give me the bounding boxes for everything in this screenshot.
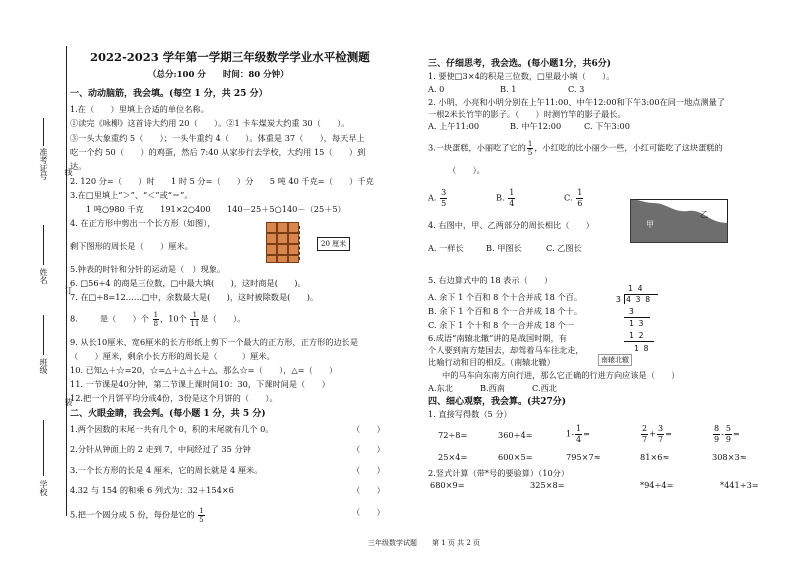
fraction-one-eighth: $\frac{1}{8}$ bbox=[153, 311, 159, 328]
choice-q5-opt-b[interactable]: B. 余下 1 个百和 8 个一合并成 18 个十。 bbox=[428, 306, 583, 316]
vertical-calc-item: *94÷4= bbox=[640, 480, 674, 490]
side-label-school: 学校 bbox=[39, 480, 48, 496]
calc-item: $\frac{2}{7}$ + $\frac{3}{7}$ = bbox=[642, 424, 672, 444]
judge-item-2: 2.分针从钟面上的 2 走到 7，中间经过了 35 分钟 bbox=[70, 444, 251, 454]
q1-6: 6. □56÷4 的商是三位数，□中最大填( )，这时商是( )。 bbox=[70, 278, 306, 288]
q1-7: 7. 在□÷8=12……□中，余数最大是( )，这时被除数是( )。 bbox=[70, 292, 319, 302]
choice-q5: 5. 右边算式中的 18 表示（ ） bbox=[428, 275, 553, 285]
vertical-calc-item: 680×9= bbox=[430, 480, 465, 490]
step-1: 3 bbox=[629, 307, 634, 316]
choice-q2-opt-c[interactable]: C. 下午3:00 bbox=[584, 121, 630, 131]
fraction-one-fifth: $\frac{1}{5}$ bbox=[527, 140, 533, 157]
q1-4b: 剩下图形的周长是（ ）厘米。 bbox=[70, 241, 193, 251]
judge-mark-5[interactable]: （ ） bbox=[352, 507, 385, 517]
section-3-heading: 三、仔细思考，我会选。(每小题1分，共6分) bbox=[428, 59, 612, 69]
idiom-caption: 南辕北辙 bbox=[598, 354, 632, 366]
side-label-class: 班级 bbox=[39, 358, 48, 374]
choice-q1-opt-a[interactable]: A. 0 bbox=[428, 84, 445, 94]
choice-q3c: （ ）。 bbox=[448, 165, 485, 175]
judge-item-3: 3.一个长方形的长是 4 厘米，它的周长就是 4 厘米。 bbox=[70, 465, 263, 475]
choice-q6d: 中的马车向东南方向行进，那么它正确的行进方向应该是（ ） bbox=[442, 370, 680, 380]
q1-12: 12.把一个月饼平均分成4份，3份是这个月饼的（ ）。 bbox=[70, 393, 278, 403]
q1-3a: 1 吨○980 千克 191×2○400 140－25＋5○140－（25＋5） bbox=[86, 204, 346, 214]
q1-1d: 达。 bbox=[70, 161, 87, 171]
judge-item-5: 5.把一个圆分成 5 份，每份是它的 $\frac{1}{5}$ bbox=[70, 507, 204, 524]
choice-q6b: 个人要到南方楚国去，却驾着马车往北走， bbox=[428, 345, 584, 355]
choice-q2-opt-a[interactable]: A. 上午11:00 bbox=[428, 121, 480, 131]
jia-label: 甲 bbox=[646, 220, 654, 229]
step-4: 1 8 bbox=[634, 344, 649, 353]
calc-item: 600×5= bbox=[498, 452, 533, 462]
choice-q6-opt-a[interactable]: A.东北 bbox=[428, 383, 453, 393]
choice-q3: 3.一块蛋糕，小丽吃了它的 $\frac{1}{5}$ ，小红吃的比小丽少一些，小红可能吃了这块蛋糕的 bbox=[428, 140, 723, 157]
choice-q1-opt-b[interactable]: B. 1 bbox=[500, 84, 517, 94]
page-title: 2022-2023 学年第一学期三年级数学学业水平检测题 bbox=[90, 50, 370, 64]
q1-1c: 吃一个约 50（ ）的鸡蛋，然后 7:40 从家步行去学校，大约用 15（ ）到 bbox=[70, 147, 366, 157]
q1-5: 5.钟表的时针和分针的运动是（ ）现象。 bbox=[70, 264, 226, 274]
q1-11: 11. 一节课是40分钟，第二节课上课时间10：30，下课时间是（ ） bbox=[70, 379, 330, 389]
dimension-label: 20 厘米 bbox=[317, 237, 350, 251]
choice-q4-opt-a[interactable]: A. 一样长 bbox=[428, 243, 464, 253]
judge-mark-1[interactable]: （ ） bbox=[352, 424, 385, 434]
calc-item: $\frac{8}{9}$ - $\frac{5}{9}$ = bbox=[714, 424, 740, 444]
calc-item: 25×4= bbox=[438, 452, 468, 462]
q1-3: 3.在□里填上“＞”、“＜”或“＝”。 bbox=[70, 190, 193, 200]
calc-item: 795×7≈ bbox=[566, 452, 601, 462]
calc-item: 360÷4= bbox=[498, 430, 533, 440]
calc-item: 81×6≈ bbox=[640, 452, 670, 462]
choice-q3-opt-a[interactable]: A. $\frac{3}{5}$ bbox=[428, 188, 447, 208]
choice-q4-opt-b[interactable]: B. 甲图长 bbox=[486, 243, 522, 253]
section-2-heading: 二、火眼金睛，我会判。(每小题 1 分，共 5 分) bbox=[70, 409, 266, 419]
side-label-admission: 准考证号 bbox=[39, 148, 48, 180]
calc-item: 1- $\frac{1}{4}$ = bbox=[566, 424, 590, 444]
choice-q5-opt-a[interactable]: A. 余下 1 个百和 8 个十合并成 18 个百。 bbox=[428, 292, 583, 302]
vertical-calc-item: *441÷3= bbox=[720, 480, 759, 490]
fraction-one-fifth: $\frac{1}{5}$ bbox=[199, 507, 204, 524]
judge-item-4: 4.32 与 154 的和乘 6 列式为：32＋154×6 bbox=[70, 485, 234, 495]
q1-2: 2. 120 分=（ ）时 1 时 5 分=（ ）分 5 吨 40 千克=（ ）千克 bbox=[70, 176, 374, 186]
calc-q2: 2.竖式计算（带*号的要验算）（10分） bbox=[428, 468, 570, 478]
choice-q6-opt-c[interactable]: C.西北 bbox=[532, 383, 557, 393]
choice-q3-opt-b[interactable]: B. $\frac{1}{4}$ bbox=[496, 188, 515, 208]
footer-exam-name: 三年级数学试题 bbox=[368, 539, 417, 547]
q1-9a: 9. 从长10厘米、宽6厘米的长方形纸上剪下一个最大的正方形，正方形的边长是 bbox=[70, 337, 359, 347]
section-4-heading: 四、细心观察，我会算。(共27分) bbox=[428, 397, 567, 407]
choice-q1: 1. 要使□3×4的积是三位数，□里最小填（ ）。 bbox=[428, 71, 615, 81]
side-label-bind: 订 bbox=[64, 286, 73, 294]
choice-q2b: 一根2米长竹竿的影子。（ ）时测竹竿的影子最长。 bbox=[428, 109, 626, 119]
q1-4: 4. 在正方形中剪出一个长方形（如图）， bbox=[70, 218, 216, 228]
side-underline bbox=[43, 225, 44, 265]
q1-9b: （ ）厘米，剩余小长方形的周长是（ ）厘米。 bbox=[70, 351, 275, 361]
side-underline bbox=[43, 315, 44, 355]
divisor: 3 bbox=[616, 295, 621, 304]
dividend: 4 3 8 bbox=[626, 295, 651, 304]
long-division bbox=[612, 284, 664, 358]
quotient: 1 4 bbox=[628, 284, 643, 293]
judge-mark-2[interactable]: （ ） bbox=[352, 444, 385, 454]
q1-1: 1.在（ ）里填上合适的单位名称。 bbox=[70, 104, 209, 114]
calc-item: 308×3≈ bbox=[712, 452, 747, 462]
step-2: 1 3 bbox=[629, 319, 644, 328]
calc-q1: 1. 直接写得数（5 分） bbox=[428, 409, 512, 419]
vertical-calc-item: 325×8= bbox=[530, 480, 565, 490]
jia-yi-figure bbox=[630, 199, 728, 243]
side-label-name: 姓名 bbox=[39, 268, 48, 284]
calc-item: 72÷8= bbox=[438, 430, 468, 440]
choice-q6a: 6.成语“南辕北辙”讲的是战国时期，有 bbox=[428, 333, 567, 343]
judge-item-1: 1.两个因数的末尾一共有几个 0，积的末尾就有几个 0。 bbox=[70, 424, 274, 434]
section-1-heading: 一、动动脑筋，我会填。(每空 1 分，共 25 分） bbox=[70, 89, 268, 99]
choice-q4-opt-c[interactable]: C. 乙图长 bbox=[546, 243, 582, 253]
judge-mark-3[interactable]: （ ） bbox=[352, 465, 385, 475]
cut-square-figure bbox=[266, 222, 314, 264]
side-label-seal: 装 bbox=[64, 398, 73, 406]
q1-8: 8. 是（ ）个 $\frac{1}{8}$ ，10个 $\frac{1}{11}$ 是（ ）。 bbox=[70, 311, 246, 328]
choice-q4: 4. 右图中，甲、乙两部分的周长相比（ ） bbox=[428, 220, 594, 230]
choice-q1-opt-c[interactable]: C. 3 bbox=[568, 84, 585, 94]
step-3: 1 2 bbox=[629, 331, 644, 340]
footer-page-number: 第 1 页 共 2 页 bbox=[432, 539, 481, 547]
side-underline bbox=[43, 118, 44, 146]
binding-line bbox=[66, 46, 67, 516]
choice-q6-opt-b[interactable]: B.西南 bbox=[480, 383, 505, 393]
choice-q6c: 比喻行动和目的相反。（南辕北辙） bbox=[428, 357, 555, 367]
score-time: （总分:100 分 时间：80 分钟） bbox=[148, 70, 289, 80]
choice-q2a: 2. 小明，小亮和小明分别在上午11:00、中午12:00和下午3:00在同一地点测量了 bbox=[428, 97, 726, 107]
fraction-one-eleventh: $\frac{1}{11}$ bbox=[190, 311, 200, 328]
side-underline bbox=[43, 420, 44, 476]
choice-q5-opt-c[interactable]: C. 余下 1 个十和 8 个一合并成 18 个一 bbox=[428, 320, 574, 330]
side-label-line: 线 bbox=[64, 168, 73, 176]
choice-q2-opt-b[interactable]: B. 中午12:00 bbox=[510, 121, 562, 131]
q1-1a: ①读完《咏柳》这首诗大约用 20（ ）。②1 卡车煤炭大约重 30（ ）。 bbox=[70, 118, 350, 128]
q1-10: 10. 已知△＋☆=20，☆=△＋△＋△＋△，那么☆=（ ），△=（ ） bbox=[70, 365, 338, 375]
judge-mark-4[interactable]: （ ） bbox=[352, 485, 385, 495]
yi-label: 乙 bbox=[700, 210, 708, 219]
choice-q3-opt-c[interactable]: C. $\frac{1}{6}$ bbox=[564, 188, 583, 208]
q1-1b: ③一头大象重约 5（ ）；一头牛重约 4（ ）。体重是 37（ ），每天早上 bbox=[70, 133, 365, 143]
